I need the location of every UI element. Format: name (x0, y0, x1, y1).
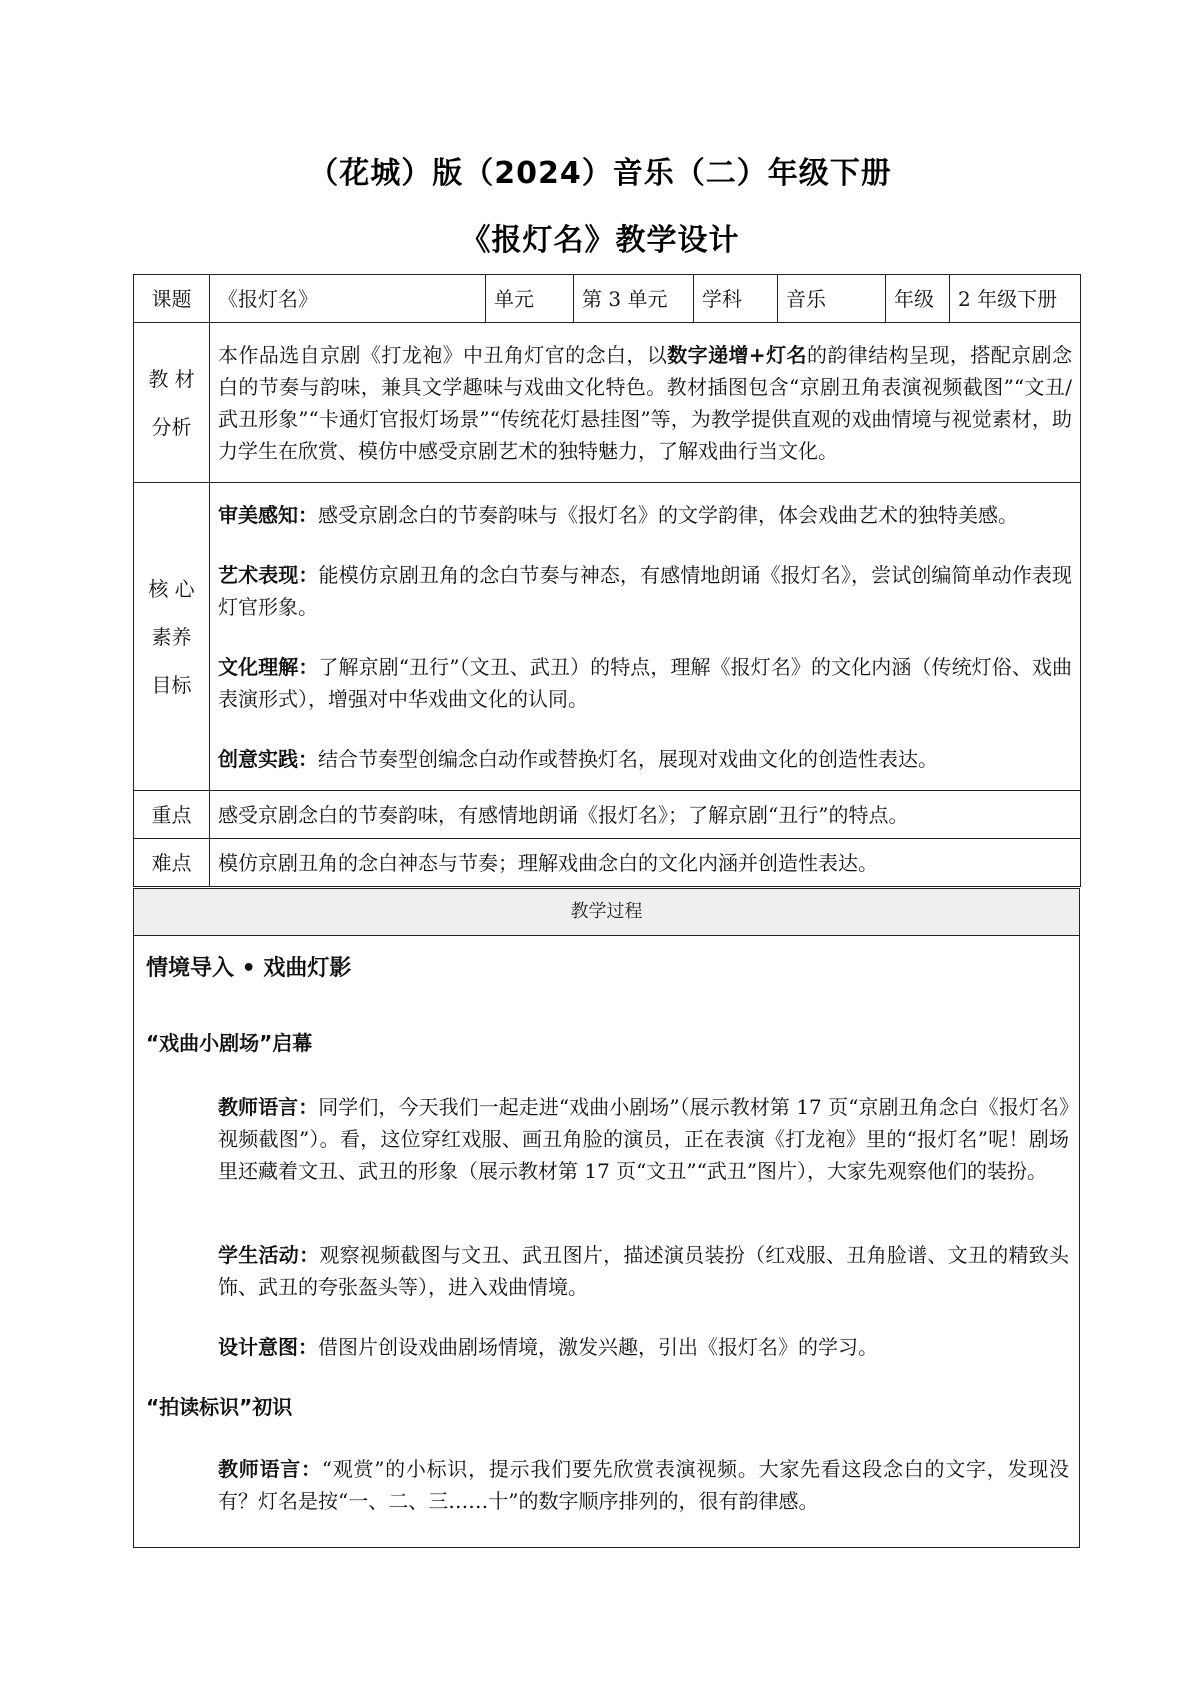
goals-label-line3: 目标 (151, 672, 192, 697)
difficulty-label: 难点 (134, 839, 210, 887)
info-row (134, 275, 1081, 323)
design-intent (218, 1331, 1069, 1363)
teacher-speech-1 (218, 1091, 1069, 1187)
material-text-after: 的韵律结构呈现，搭配京剧念白的节奏与韵味，兼具文学趣味与戏曲文化特色。教材插图包含“京剧丑角表演视频截图”“文丑/武丑形象”“卡通灯官报灯场景”“传统花灯悬挂图”等，为教学提供直观的戏曲情境与视觉素材，助力学生在欣赏、模仿中感受京剧艺术的独特魅力，了解戏曲行当文化。 (218, 342, 1072, 463)
grade-label: 年级 (886, 275, 950, 323)
student-activity (218, 1239, 1069, 1303)
goals-label-line1: 核 心 (148, 576, 195, 601)
para-text: 同学们，今天我们一起走进“戏曲小剧场”（展示教材第 17 页“京剧丑角念白《报灯名》视频截图”）。看，这位穿红戏服、画丑角脸的演员，正在表演《打龙袍》里的“报灯名”呢！剧场里还藏着文丑、武丑的形象（展示教材第 17 页“文丑”“武丑”图片），大家先观察他们的装扮。 (218, 1095, 1069, 1183)
key-point-row (134, 791, 1081, 839)
goal-term: 文化理解： (218, 654, 319, 679)
grade-value: 2 年级下册 (950, 275, 1081, 323)
document-title-line1: （花城）版（2024）音乐（二）年级下册 (308, 156, 892, 191)
material-analysis-text (210, 323, 1081, 483)
goal-term: 审美感知： (218, 502, 318, 527)
difficulty-text: 模仿京剧丑角的念白神态与节奏；理解戏曲念白的文化内涵并创造性表达。 (210, 839, 1081, 887)
para-text: 借图片创设戏曲剧场情境，激发兴趣，引出《报灯名》的学习。 (318, 1335, 878, 1359)
key-point-label: 重点 (134, 791, 210, 839)
document-title-line2: 《报灯名》教学设计 (460, 223, 740, 258)
material-text-bold: 数字递增+灯名 (667, 342, 807, 367)
key-point-text: 感受京剧念白的节奏韵味，有感情地朗诵《报灯名》；了解京剧“丑行”的特点。 (210, 791, 1081, 839)
material-text-before: 本作品选自京剧《打龙袍》中丑角灯官的念白，以 (218, 342, 668, 367)
goal-creative (218, 743, 1072, 775)
para-term: 学生活动： (218, 1243, 320, 1267)
material-label (134, 323, 210, 483)
goal-aesthetic (218, 499, 1072, 531)
topic-value: 《报灯名》 (210, 275, 486, 323)
para-term: 教师语言： (218, 1095, 319, 1119)
material-label-line1: 教 材 (148, 366, 195, 391)
difficulty-row (134, 839, 1081, 887)
goal-text: 了解京剧“丑行”（文丑、武丑）的特点，理解《报灯名》的文化内涵（传统灯俗、戏曲表演形式），增强对中华戏曲文化的认同。 (218, 654, 1073, 711)
lesson-info-table (133, 274, 1081, 887)
goal-text: 结合节奏型创编念白动作或替换灯名，展现对戏曲文化的创造性表达。 (318, 746, 938, 771)
teacher-speech-2 (218, 1453, 1069, 1517)
unit-label: 单元 (486, 275, 574, 323)
goal-text: 感受京剧念白的节奏韵味与《报灯名》的文学韵律，体会戏曲艺术的独特美感。 (318, 502, 1018, 527)
goals-row (134, 483, 1081, 791)
material-row (134, 323, 1081, 483)
para-term: 设计意图： (218, 1335, 318, 1359)
para-text: “观赏”的小标识，提示我们要先欣赏表演视频。大家先看这段念白的文字，发现没有？灯名是按“一、二、三……十”的数字顺序排列的，很有韵律感。 (218, 1457, 1070, 1513)
subject-label: 学科 (694, 275, 778, 323)
unit-value: 第 3 单元 (574, 275, 694, 323)
para-term: 教师语言： (218, 1457, 322, 1481)
section-title: 情境导入 • 戏曲灯影 (146, 956, 352, 981)
core-goals-text (210, 483, 1081, 791)
subject-value: 音乐 (778, 275, 886, 323)
goal-text: 能模仿京剧丑角的念白节奏与神态，有感情地朗诵《报灯名》，尝试创编简单动作表现灯官形象。 (218, 562, 1073, 619)
subsection-title-theater: “戏曲小剧场”启幕 (146, 1031, 313, 1055)
goal-artistic (218, 559, 1072, 623)
subsection-title-marks: “拍读标识”初识 (146, 1395, 293, 1419)
goal-term: 艺术表现： (218, 562, 319, 587)
para-text: 观察视频截图与文丑、武丑图片，描述演员装扮（红戏服、丑角脸谱、文丑的精致头饰、武丑的夸张盔头等），进入戏曲情境。 (218, 1243, 1070, 1299)
goals-label (134, 483, 210, 791)
goal-cultural (218, 651, 1072, 715)
material-label-line2: 分析 (151, 414, 192, 439)
goals-label-line2: 素养 (151, 624, 192, 649)
teaching-process-body (133, 935, 1080, 1548)
goal-term: 创意实践： (218, 746, 318, 771)
topic-label: 课题 (134, 275, 210, 323)
teaching-process-header: 教学过程 (133, 888, 1080, 936)
